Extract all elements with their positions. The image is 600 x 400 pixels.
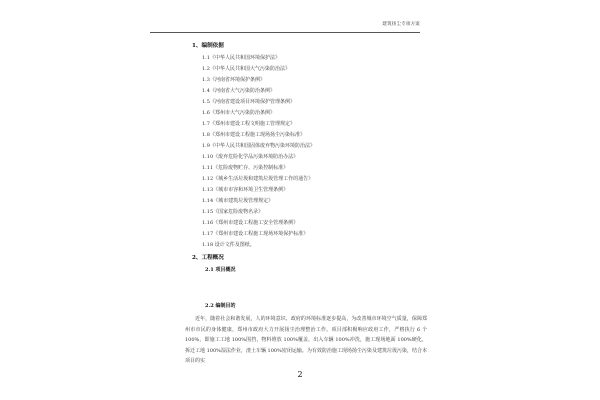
page-header — [150, 20, 420, 33]
section-1-item: 1.16《郑州市建设工程施工安全管理条例》 — [202, 220, 299, 226]
section-1-item: 1.10《废弃危险化学品污染环境防治办法》 — [202, 154, 299, 160]
section-1-item: 1.18 设计文件及图纸。 — [202, 242, 255, 248]
subsection-2-2-title: 2.2 编制目的 — [205, 303, 236, 309]
subsection-2-1-title: 2.1 项目概况 — [205, 267, 236, 273]
section-1-item: 1.15《国家危险废物名录》 — [202, 209, 264, 215]
section-1-item: 1.5《河南省建设项目环境保护管理条例》 — [202, 99, 295, 105]
section-1-item: 1.8《郑州市建设工程施工现场扬尘污染标准》 — [202, 132, 305, 138]
section-1-item: 1.4《河南省大气污染防治条例》 — [202, 88, 275, 94]
section-1-item: 1.3《河南省环境保护条例》 — [202, 77, 265, 83]
section-1-title: 1、编制依据 — [192, 43, 224, 49]
section-1-item: 1.6《郑州市大气污染防治条例》 — [202, 110, 275, 116]
section-1-item: 1.17《郑州市建设工程施工现场环境保护标准》 — [202, 231, 309, 237]
section-1-item: 1.9《中华人民共和国固体废弃物污染环境防治法》 — [202, 143, 315, 149]
section-1-item: 1.12《城乡生活垃圾和建筑垃圾管理工作的通告》 — [202, 176, 314, 182]
section-1-item: 1.7《郑州市建设工程文明施工管理规定》 — [202, 121, 295, 127]
page-number: 2 — [297, 370, 303, 379]
section-1-item: 1.13《城市市容和环境卫生管理条例》 — [202, 187, 289, 193]
section-1-item: 1.2《中华人民共和国大气污染防治法》 — [202, 66, 290, 72]
header-title: 建筑扬尘专项方案 — [382, 22, 420, 27]
section-2-title: 2、工程概况 — [192, 255, 224, 261]
section-1-item: 1.11《危险废物贮存、污染控制标准》 — [202, 165, 289, 171]
section-1-item: 1.14《城市建筑垃圾管理规定》 — [202, 198, 274, 204]
section-1-item: 1.1《中华人民共和国环境保护法》 — [202, 55, 280, 61]
document-page — [150, 0, 450, 400]
purpose-paragraph: 近年，随着社会和谐发展，人的环境意识、政府的环境标准逐步提高，为改善城市环境空气质量，保障郑州市市民的身体健康，郑州市政府大力开展扬尘治理整治工作。项目部积极响应政府工作，严格执行 6 个 100%，即施工工地 100%围挡，物料堆放 100%覆盖，出入车辆 100%冲洗，施工现场地面 100%硬化，拆迁工地 100%湿法作业，渣土车辆 100%密闭运输。为有效防治施工现场扬尘污染及建筑垃圾污染，结合本项目的实 — [185, 316, 427, 364]
